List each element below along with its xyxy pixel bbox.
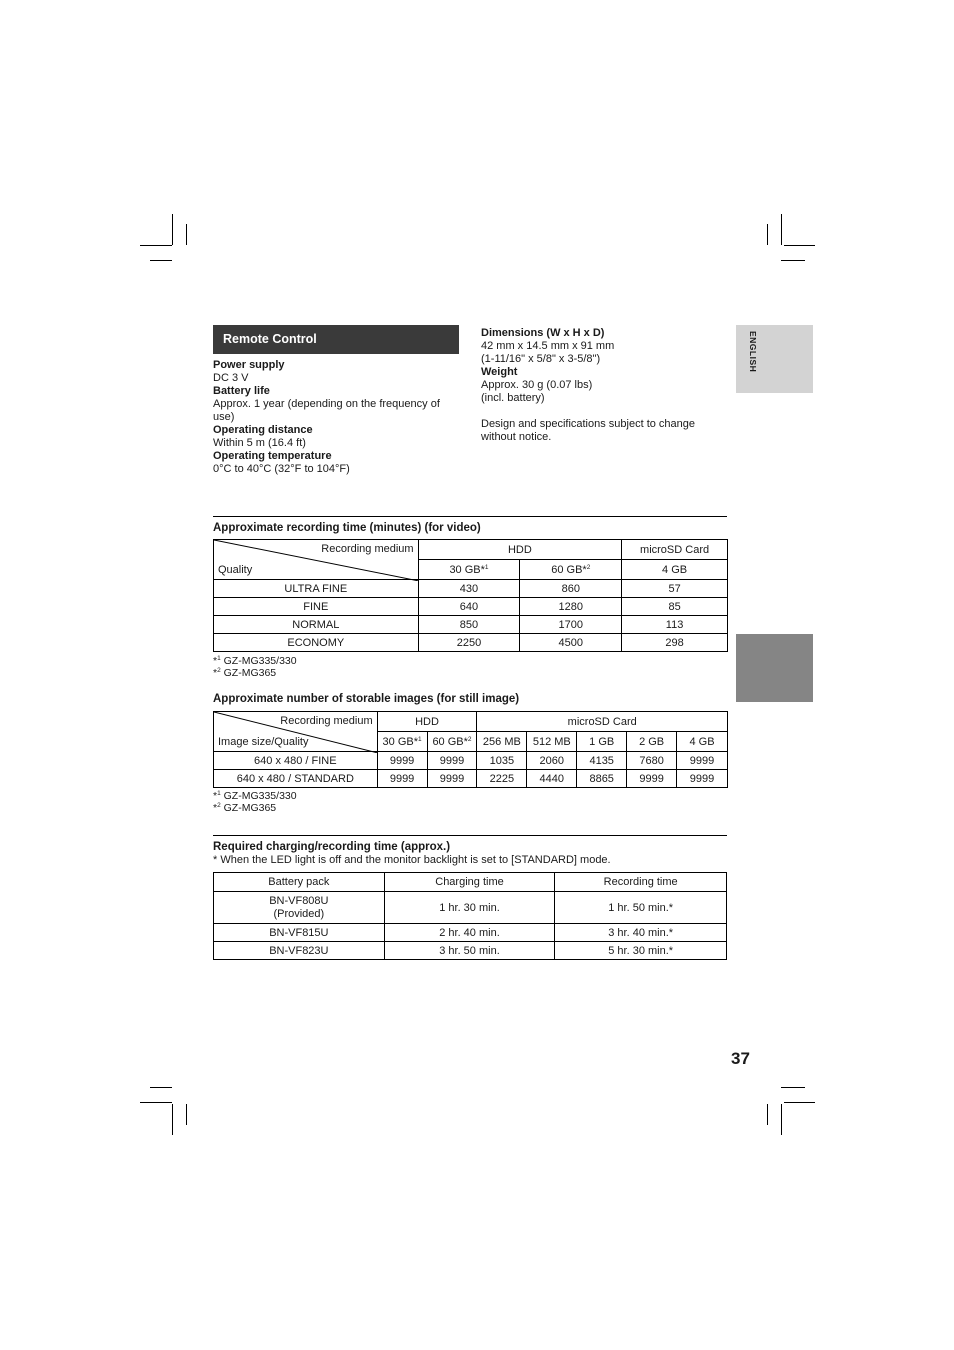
- video-table-heading: Approximate recording time (minutes) (for video): [213, 522, 481, 534]
- corner-image-size-quality: Image size/Quality: [218, 736, 309, 748]
- header-4gb: 4 GB: [677, 732, 728, 752]
- header-recording-time: Recording time: [555, 873, 727, 892]
- weight-value: Approx. 30 g (0.07 lbs): [481, 379, 593, 391]
- operating-temperature-label: Operating temperature: [213, 450, 332, 462]
- remote-control-specs-right: [481, 327, 721, 444]
- table-row: [214, 770, 728, 788]
- table-row: [214, 634, 728, 652]
- divider: [213, 516, 727, 517]
- power-supply-value: DC 3 V: [213, 372, 249, 384]
- size-cell: 640 x 480 / STANDARD: [214, 770, 378, 788]
- value-cell: 4135: [577, 752, 627, 770]
- value-cell: 640: [418, 598, 520, 616]
- charging-time-cell: 2 hr. 40 min.: [384, 924, 555, 942]
- disclaimer: Design and specifications subject to change without notice.: [481, 418, 696, 443]
- dimensions-value-inch: (1-11/16" x 5/8" x 3-5/8"): [481, 353, 601, 365]
- size-cell: 640 x 480 / FINE: [214, 752, 378, 770]
- header-1gb: 1 GB: [577, 732, 627, 752]
- value-cell: 9999: [677, 770, 728, 788]
- operating-temperature-value: 0°C to 40°C (32°F to 104°F): [213, 463, 350, 475]
- quality-cell: ECONOMY: [214, 634, 419, 652]
- footnote-1: *$^1$ GZ-MG335/330: [213, 790, 297, 802]
- value-cell: 298: [622, 634, 728, 652]
- header-microsd: microSD Card: [477, 712, 728, 732]
- page-number: 37: [731, 1049, 750, 1068]
- value-cell: 1035: [477, 752, 527, 770]
- header-2gb: 2 GB: [627, 732, 677, 752]
- value-cell: 9999: [427, 770, 477, 788]
- charging-table-note: * When the LED light is off and the monitor backlight is set to [STANDARD] mode.: [213, 854, 611, 866]
- battery-pack-cell: BN-VF823U: [214, 942, 385, 960]
- corner-recording-medium: Recording medium: [280, 715, 373, 727]
- header-hdd: HDD: [377, 712, 477, 732]
- header-256mb: 256 MB: [477, 732, 527, 752]
- video-table-corner: [214, 540, 419, 580]
- header-battery-pack: Battery pack: [214, 873, 385, 892]
- image-table-corner: [214, 712, 378, 752]
- charging-table-heading: Required charging/recording time (approx.): [213, 841, 451, 853]
- value-cell: 9999: [377, 752, 427, 770]
- image-footnotes: [213, 790, 297, 814]
- header-60gb: 60 GB*$^2$: [427, 732, 477, 752]
- value-cell: 9999: [677, 752, 728, 770]
- dimensions-label: Dimensions (W x H x D): [481, 327, 605, 339]
- charging-time-cell: 3 hr. 50 min.: [384, 942, 555, 960]
- value-cell: 2060: [527, 752, 577, 770]
- table-row: [214, 752, 728, 770]
- battery-pack-cell: BN-VF808U (Provided): [214, 892, 385, 924]
- still-image-table: [213, 711, 728, 788]
- quality-cell: ULTRA FINE: [214, 580, 419, 598]
- battery-life-value: Approx. 1 year (depending on the frequency of use): [213, 398, 440, 423]
- header-30gb: 30 GB*$^1$: [418, 560, 520, 580]
- header-microsd: microSD Card: [622, 540, 728, 560]
- value-cell: 7680: [627, 752, 677, 770]
- value-cell: 2250: [418, 634, 520, 652]
- value-cell: 860: [520, 580, 622, 598]
- weight-label: Weight: [481, 366, 518, 378]
- table-row: [214, 924, 727, 942]
- table-row: [214, 892, 727, 924]
- operating-distance-value: Within 5 m (16.4 ft): [213, 437, 306, 449]
- corner-quality: Quality: [218, 564, 253, 576]
- recording-time-cell: 1 hr. 50 min.*: [555, 892, 727, 924]
- video-footnotes: [213, 655, 297, 679]
- value-cell: 9999: [377, 770, 427, 788]
- remote-control-specs-left: [213, 359, 453, 476]
- power-supply-label: Power supply: [213, 359, 285, 371]
- table-row: [214, 942, 727, 960]
- divider: [213, 835, 727, 836]
- dimensions-value-mm: 42 mm x 14.5 mm x 91 mm: [481, 340, 615, 352]
- operating-distance-label: Operating distance: [213, 424, 313, 436]
- quality-cell: FINE: [214, 598, 419, 616]
- header-hdd: HDD: [418, 540, 622, 560]
- language-tab-label: ENGLISH: [748, 331, 758, 373]
- value-cell: 113: [622, 616, 728, 634]
- footnote-2: *$^2$ GZ-MG365: [213, 667, 277, 679]
- section-tab: [736, 634, 813, 702]
- weight-value-note: (incl. battery): [481, 392, 545, 404]
- value-cell: 4500: [520, 634, 622, 652]
- header-charging-time: Charging time: [384, 873, 555, 892]
- table-row: [214, 580, 728, 598]
- value-cell: 4440: [527, 770, 577, 788]
- table-row: [214, 598, 728, 616]
- footnote-1: *$^1$ GZ-MG335/330: [213, 655, 297, 667]
- quality-cell: NORMAL: [214, 616, 419, 634]
- recording-time-cell: 5 hr. 30 min.*: [555, 942, 727, 960]
- battery-life-label: Battery life: [213, 385, 270, 397]
- video-recording-table: [213, 539, 728, 652]
- charging-time-cell: 1 hr. 30 min.: [384, 892, 555, 924]
- value-cell: 430: [418, 580, 520, 598]
- battery-pack-cell: BN-VF815U: [214, 924, 385, 942]
- header-30gb: 30 GB*$^1$: [377, 732, 427, 752]
- header-512mb: 512 MB: [527, 732, 577, 752]
- footnote-2: *$^2$ GZ-MG365: [213, 802, 277, 814]
- recording-time-cell: 3 hr. 40 min.*: [555, 924, 727, 942]
- image-table-heading: Approximate number of storable images (for still image): [213, 693, 520, 705]
- value-cell: 1700: [520, 616, 622, 634]
- value-cell: 57: [622, 580, 728, 598]
- table-row: [214, 616, 728, 634]
- value-cell: 85: [622, 598, 728, 616]
- value-cell: 9999: [627, 770, 677, 788]
- charging-table: [213, 872, 727, 960]
- value-cell: 8865: [577, 770, 627, 788]
- value-cell: 9999: [427, 752, 477, 770]
- value-cell: 1280: [520, 598, 622, 616]
- corner-recording-medium: Recording medium: [321, 543, 414, 555]
- language-tab: [736, 325, 813, 393]
- header-60gb: 60 GB*$^2$: [520, 560, 622, 580]
- value-cell: 850: [418, 616, 520, 634]
- remote-control-title: Remote Control: [213, 325, 459, 354]
- header-4gb: 4 GB: [622, 560, 728, 580]
- value-cell: 2225: [477, 770, 527, 788]
